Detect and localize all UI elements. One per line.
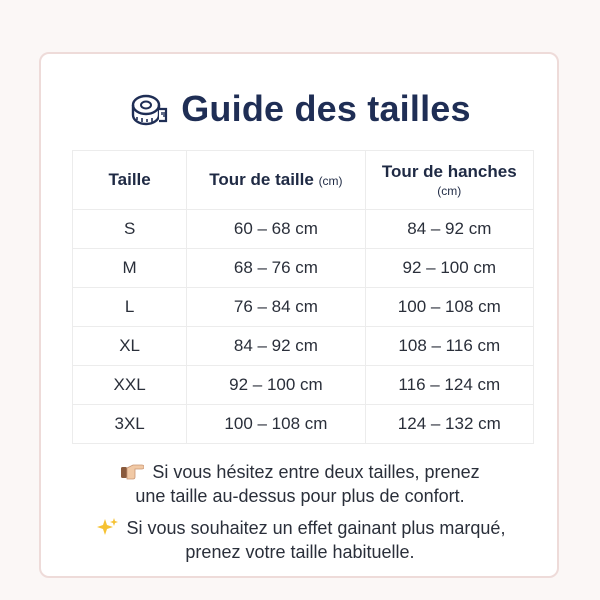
- cell-hip: 124 – 132 cm: [365, 405, 533, 444]
- tip-size-up: Si vous hésitez entre deux tailles, prenez une taille au-dessus pour plus de confort.: [0, 460, 600, 508]
- header-hip-unit: (cm): [437, 184, 462, 198]
- sparkles-icon: [95, 517, 119, 537]
- table-row: [73, 288, 534, 327]
- cell-size: L: [73, 288, 187, 327]
- tips-section: [0, 460, 600, 572]
- header-waist-unit: (cm): [318, 174, 343, 188]
- cell-size: S: [73, 210, 187, 249]
- header-waist: Tour de taille (cm): [187, 151, 365, 210]
- cell-waist: 92 – 100 cm: [187, 366, 365, 405]
- title-row: [0, 84, 600, 134]
- cell-hip: 84 – 92 cm: [365, 210, 533, 249]
- pointing-hand-icon: [120, 461, 144, 481]
- table-row: [73, 210, 534, 249]
- table-row: [73, 249, 534, 288]
- cell-hip: 100 – 108 cm: [365, 288, 533, 327]
- cell-size: XXL: [73, 366, 187, 405]
- header-hip: Tour de hanches (cm): [365, 151, 533, 210]
- cell-waist: 60 – 68 cm: [187, 210, 365, 249]
- table-header-row: [73, 151, 534, 210]
- cell-hip: 116 – 124 cm: [365, 366, 533, 405]
- cell-size: 3XL: [73, 405, 187, 444]
- tip-shaping-effect: Si vous souhaitez un effet gainant plus marqué, prenez votre taille habituelle.: [0, 516, 600, 564]
- header-size: Taille: [73, 151, 187, 210]
- cell-size: M: [73, 249, 187, 288]
- cell-waist: 84 – 92 cm: [187, 327, 365, 366]
- size-table: [72, 150, 534, 444]
- table-row: [73, 405, 534, 444]
- cell-hip: 92 – 100 cm: [365, 249, 533, 288]
- table-row: [73, 366, 534, 405]
- cell-waist: 76 – 84 cm: [187, 288, 365, 327]
- cell-size: XL: [73, 327, 187, 366]
- cell-hip: 108 – 116 cm: [365, 327, 533, 366]
- page-title: Guide des tailles: [181, 88, 471, 129]
- table-row: [73, 327, 534, 366]
- cell-waist: 100 – 108 cm: [187, 405, 365, 444]
- measuring-tape-icon: [129, 89, 169, 129]
- cell-waist: 68 – 76 cm: [187, 249, 365, 288]
